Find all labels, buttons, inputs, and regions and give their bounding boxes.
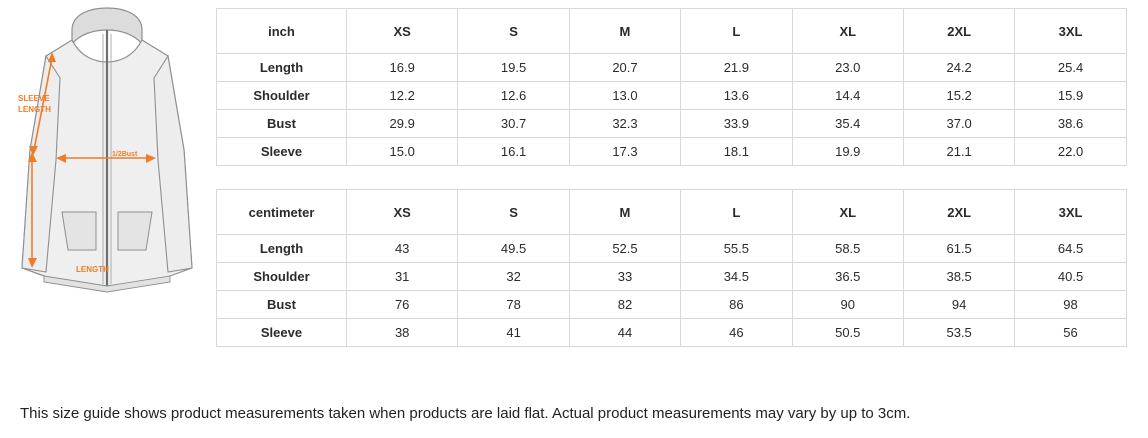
cell: 82: [569, 291, 680, 319]
cell: 38.6: [1015, 110, 1126, 138]
cell: 94: [903, 291, 1014, 319]
cell: 13.0: [569, 82, 680, 110]
cell: 21.9: [681, 54, 792, 82]
cell: 17.3: [569, 138, 680, 166]
table-row: [217, 138, 1127, 166]
column-header-l: L: [681, 190, 792, 235]
sleeve-length-label-line2: LENGTH: [18, 105, 51, 114]
table-row: [217, 263, 1127, 291]
garment-illustration: [0, 0, 216, 330]
half-bust-label: 1/2Bust: [112, 151, 138, 158]
cell: 21.1: [903, 138, 1014, 166]
cell: 12.6: [458, 82, 569, 110]
table-row: [217, 110, 1127, 138]
table-row: [217, 291, 1127, 319]
unit-header: centimeter: [217, 190, 347, 235]
cell: 22.0: [1015, 138, 1126, 166]
cell: 43: [347, 235, 458, 263]
cell: 56: [1015, 319, 1126, 347]
cell: 30.7: [458, 110, 569, 138]
sleeve-length-label-line1: SLEEVE: [18, 94, 50, 103]
left-pocket-shape: [62, 212, 96, 250]
cell: 76: [347, 291, 458, 319]
table-header-row: [217, 9, 1127, 54]
column-header-xl: XL: [792, 9, 903, 54]
cell: 23.0: [792, 54, 903, 82]
table-row: [217, 82, 1127, 110]
cell: 14.4: [792, 82, 903, 110]
inch-size-table: [216, 8, 1127, 166]
column-header-s: S: [458, 9, 569, 54]
cell: 50.5: [792, 319, 903, 347]
length-label: LENGTH: [76, 265, 109, 274]
row-label: Sleeve: [217, 138, 347, 166]
column-header-3xl: 3XL: [1015, 9, 1126, 54]
cell: 33.9: [681, 110, 792, 138]
cell: 31: [347, 263, 458, 291]
cell: 78: [458, 291, 569, 319]
column-header-m: M: [569, 190, 680, 235]
cell: 19.5: [458, 54, 569, 82]
cell: 86: [681, 291, 792, 319]
cell: 19.9: [792, 138, 903, 166]
cell: 90: [792, 291, 903, 319]
cell: 52.5: [569, 235, 680, 263]
cell: 38.5: [903, 263, 1014, 291]
column-header-xs: XS: [347, 9, 458, 54]
cell: 41: [458, 319, 569, 347]
column-header-m: M: [569, 9, 680, 54]
row-label: Length: [217, 54, 347, 82]
cell: 46: [681, 319, 792, 347]
cell: 64.5: [1015, 235, 1126, 263]
cell: 49.5: [458, 235, 569, 263]
cell: 61.5: [903, 235, 1014, 263]
cell: 16.9: [347, 54, 458, 82]
cell: 24.2: [903, 54, 1014, 82]
row-label: Shoulder: [217, 263, 347, 291]
row-label: Sleeve: [217, 319, 347, 347]
column-header-2xl: 2XL: [903, 9, 1014, 54]
centimeter-size-table: [216, 189, 1127, 347]
table-row: [217, 319, 1127, 347]
size-guide-footnote: This size guide shows product measurements taken when products are laid flat. Actual product measurements may vary by up to 3cm.: [20, 405, 911, 422]
cell: 25.4: [1015, 54, 1126, 82]
row-label: Bust: [217, 110, 347, 138]
cell: 15.0: [347, 138, 458, 166]
column-header-3xl: 3XL: [1015, 190, 1126, 235]
unit-header: inch: [217, 9, 347, 54]
column-header-l: L: [681, 9, 792, 54]
cell: 18.1: [681, 138, 792, 166]
table-header-row: [217, 190, 1127, 235]
cell: 15.2: [903, 82, 1014, 110]
column-header-2xl: 2XL: [903, 190, 1014, 235]
cell: 32.3: [569, 110, 680, 138]
cell: 37.0: [903, 110, 1014, 138]
cell: 34.5: [681, 263, 792, 291]
table-row: [217, 235, 1127, 263]
cell: 12.2: [347, 82, 458, 110]
row-label: Length: [217, 235, 347, 263]
right-pocket-shape: [118, 212, 152, 250]
column-header-xs: XS: [347, 190, 458, 235]
cell: 33: [569, 263, 680, 291]
cell: 35.4: [792, 110, 903, 138]
cell: 32: [458, 263, 569, 291]
cell: 98: [1015, 291, 1126, 319]
column-header-s: S: [458, 190, 569, 235]
cell: 40.5: [1015, 263, 1126, 291]
cell: 44: [569, 319, 680, 347]
cell: 36.5: [792, 263, 903, 291]
cell: 16.1: [458, 138, 569, 166]
column-header-xl: XL: [792, 190, 903, 235]
cell: 13.6: [681, 82, 792, 110]
cell: 53.5: [903, 319, 1014, 347]
cell: 58.5: [792, 235, 903, 263]
table-row: [217, 54, 1127, 82]
cell: 20.7: [569, 54, 680, 82]
cell: 55.5: [681, 235, 792, 263]
cell: 38: [347, 319, 458, 347]
row-label: Shoulder: [217, 82, 347, 110]
row-label: Bust: [217, 291, 347, 319]
size-tables: [216, 8, 1126, 347]
cell: 29.9: [347, 110, 458, 138]
cell: 15.9: [1015, 82, 1126, 110]
